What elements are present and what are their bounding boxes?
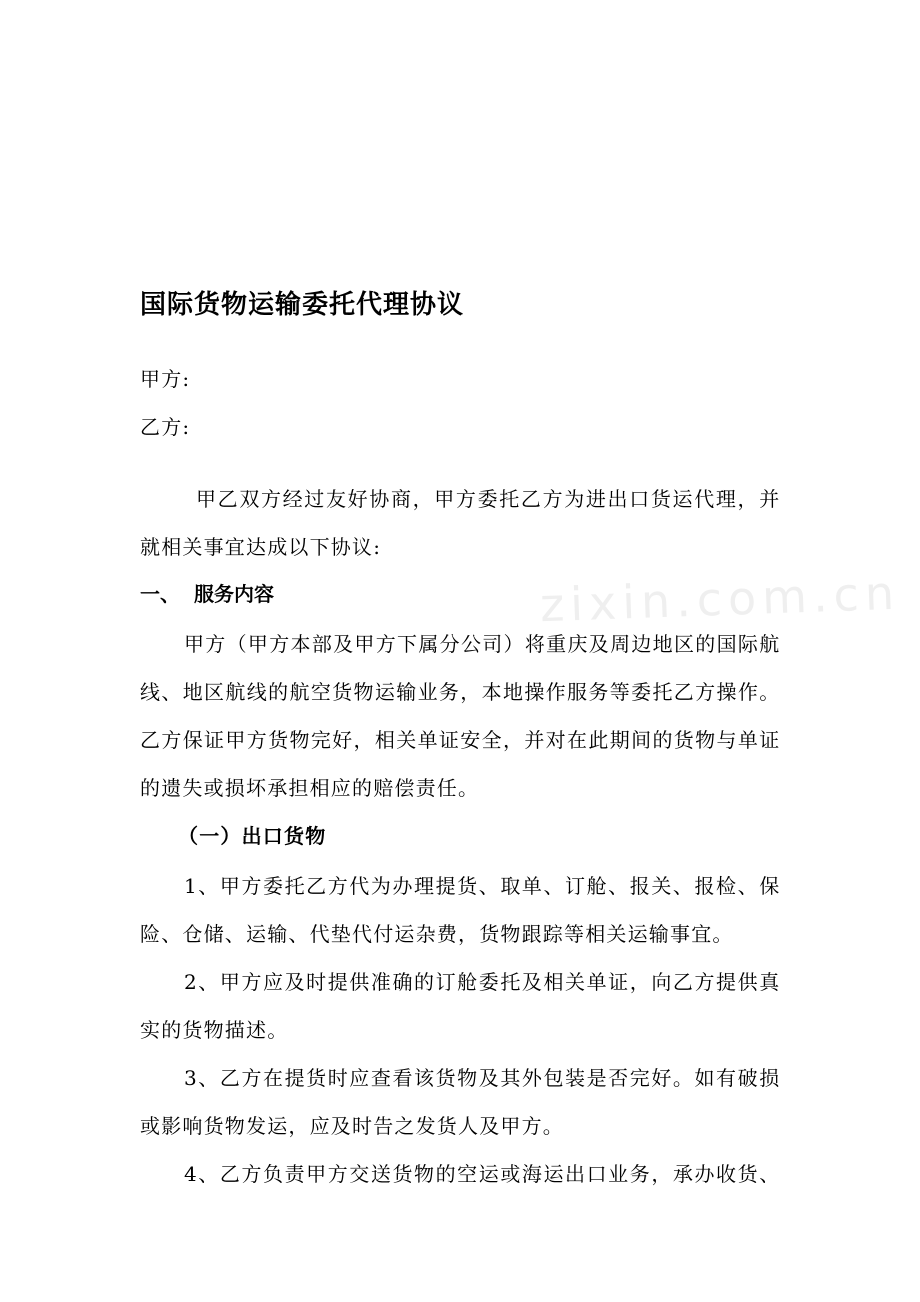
document-title: 国际货物运输委托代理协议 [140, 290, 465, 320]
section-1-para-line-1: 甲方（甲方本部及甲方下属分公司）将重庆及周边地区的国际航 [184, 632, 780, 656]
export-item-4-line-1: 4、乙方负责甲方交送货物的空运或海运出口业务，承办收货、 [184, 1162, 780, 1186]
subsection-export-heading: （一）出口货物 [178, 824, 327, 848]
section-1-heading [140, 581, 274, 607]
export-item-3-line-2: 或影响货物发运，应及时告之发货人及甲方。 [140, 1114, 564, 1138]
export-item-3-line-1: 3、乙方在提货时应查看该货物及其外包装是否完好。如有破损 [184, 1066, 780, 1090]
party-b-label: 乙方: [140, 415, 191, 439]
intro-line-2: 就相关事宜达成以下协议: [140, 535, 382, 559]
section-1-para-line-4: 的遗失或损坏承担相应的赔偿责任。 [140, 776, 480, 800]
watermark: zixin.com.cn [539, 565, 901, 633]
party-a-label: 甲方: [140, 367, 191, 391]
export-item-2-line-2: 实的货物描述。 [140, 1018, 289, 1042]
section-1-para-line-2: 线、地区航线的航空货物运输业务，本地操作服务等委托乙方操作。 [140, 680, 780, 704]
section-1-title: 服务内容 [194, 582, 274, 606]
export-item-1-line-2: 险、仓储、运输、代垫代付运杂费，货物跟踪等相关运输事宜。 [140, 922, 734, 946]
export-item-2-line-1: 2、甲方应及时提供准确的订舱委托及相关单证，向乙方提供真 [184, 970, 780, 994]
section-1-para-line-3: 乙方保证甲方货物完好，相关单证安全，并对在此期间的货物与单证 [140, 728, 780, 752]
export-item-1-line-1: 1、甲方委托乙方代为办理提货、取单、订舱、报关、报检、保 [184, 874, 780, 898]
intro-line-1: 甲乙双方经过友好协商，甲方委托乙方为进出口货运代理，并 [196, 487, 780, 511]
section-1-number: 一、 [140, 582, 180, 606]
